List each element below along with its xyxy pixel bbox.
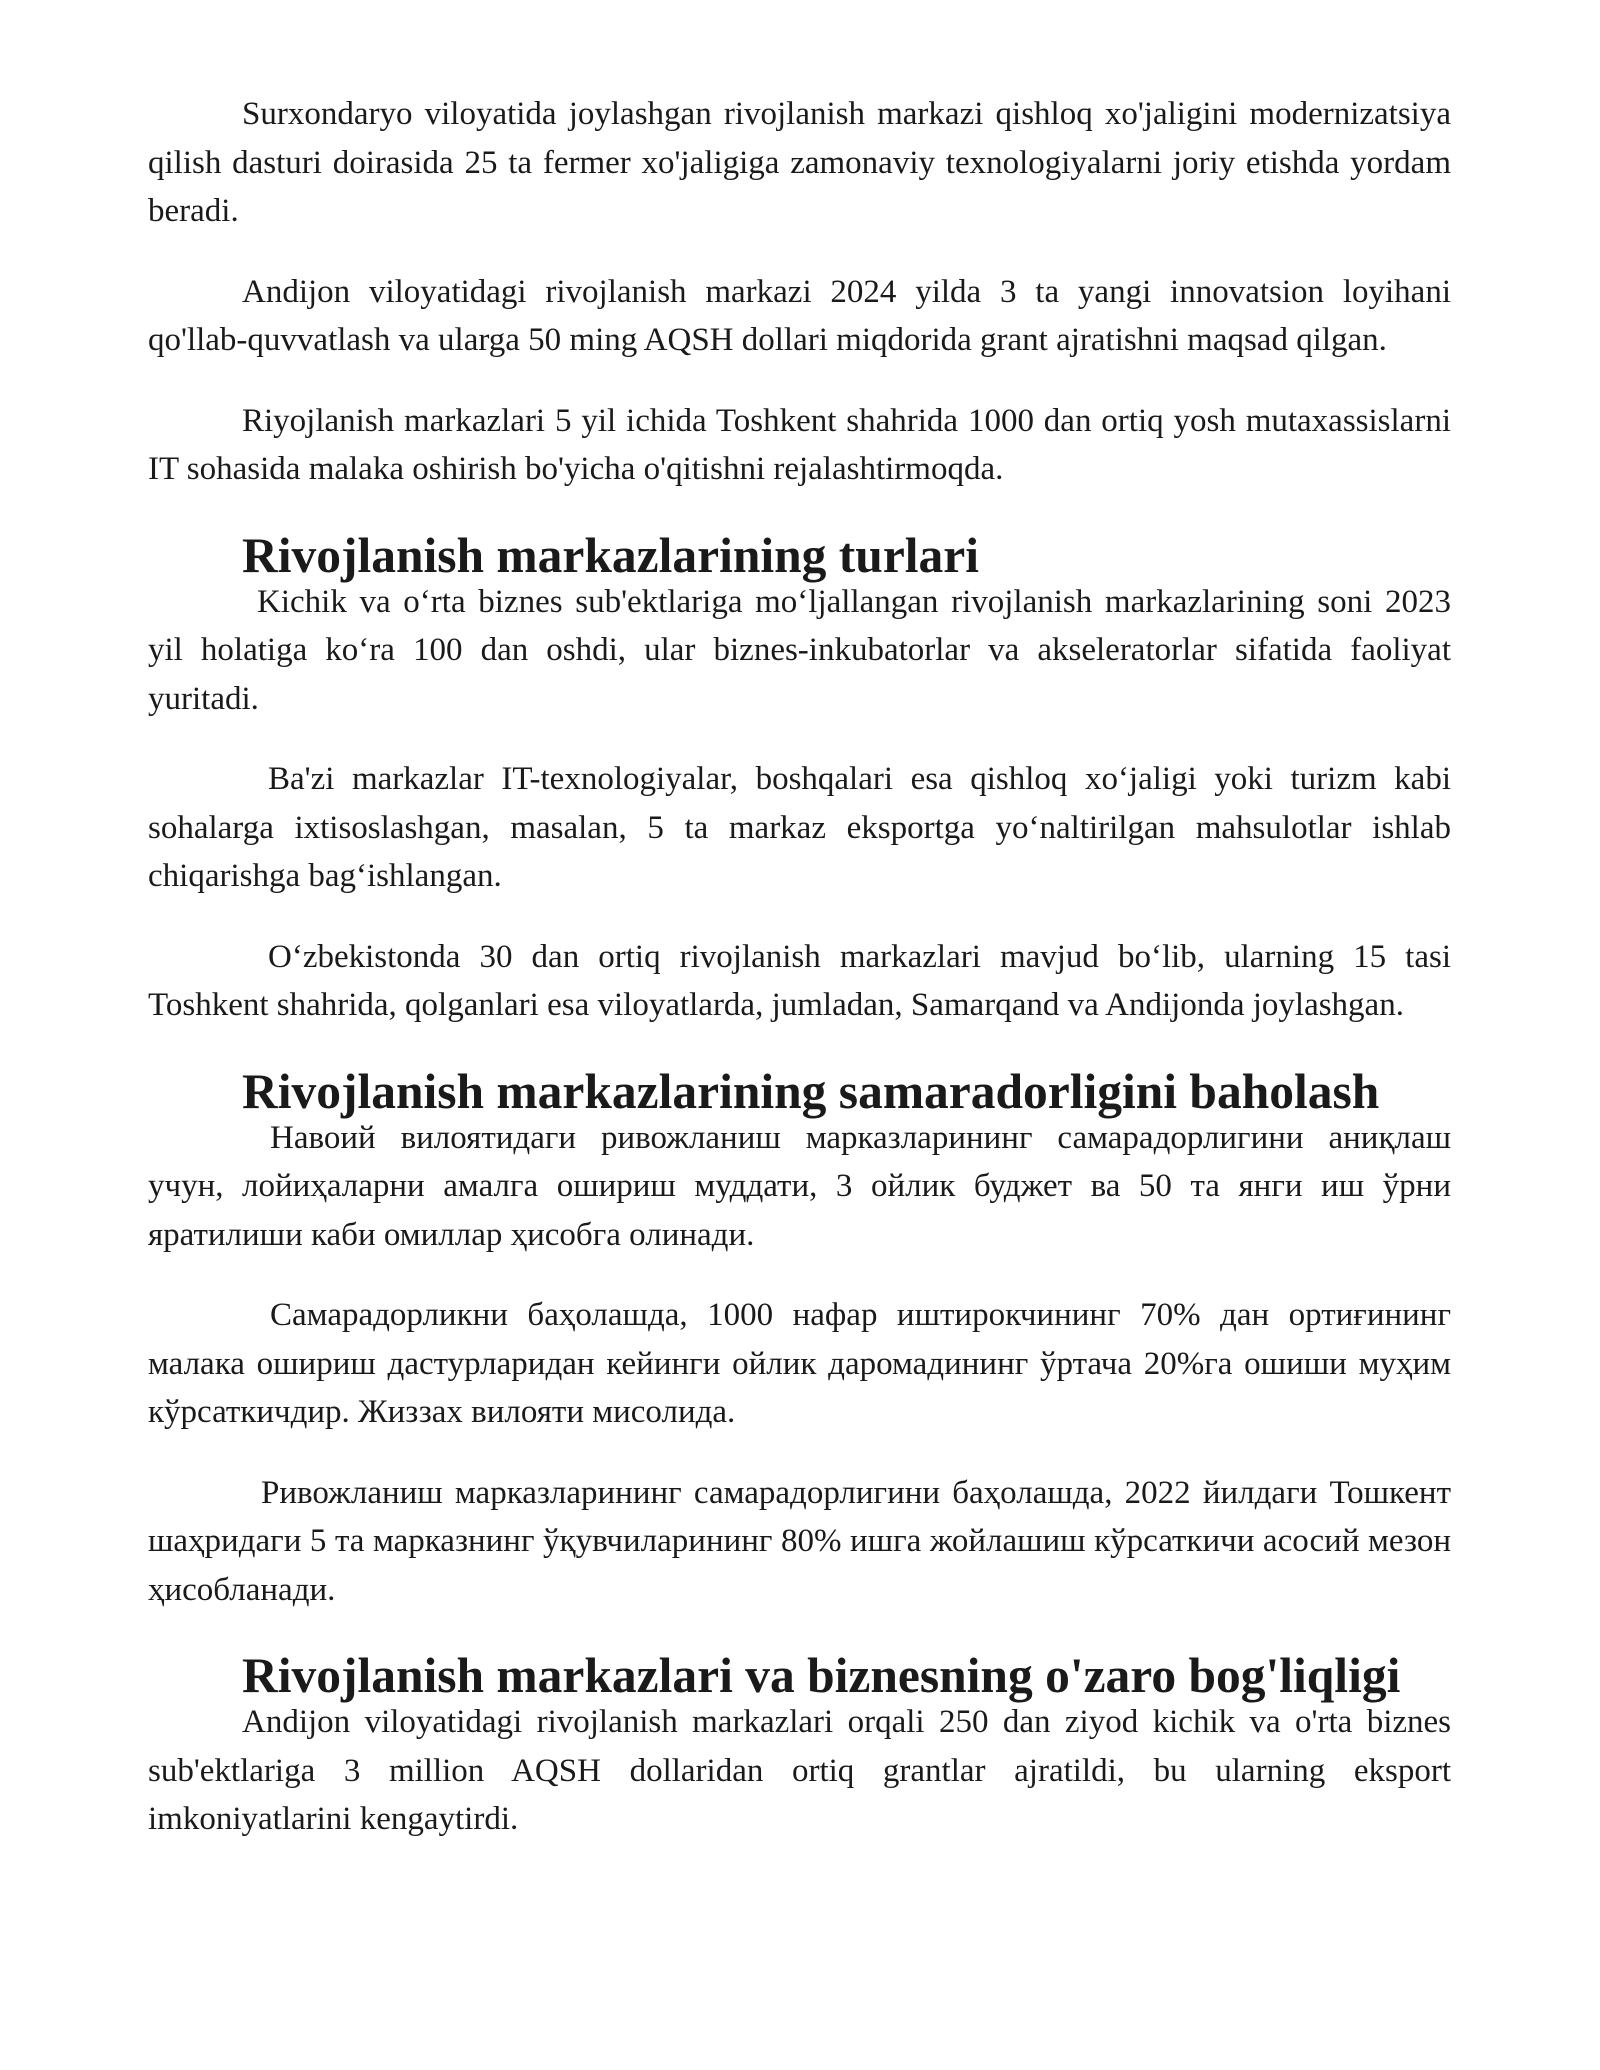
paragraph-toshkent-it: Riyojlanish markazlari 5 yil ichida Toshkent shahrida 1000 dan ortiq yosh mutaxassislarni IT sohasida malaka oshirish bo'yicha o'qitishni rejalashtirmoqda.	[148, 402, 1451, 487]
paragraph-tashkent-2022: Ривожланиш марказларининг самарадорлигини баҳолашда, 2022 йилдаги Тошкент шаҳридаги 5 та марказнинг ўқувчиларининг 80% ишга жойлашиш кўрсаткичи асосий мезон ҳисобланади.	[148, 1474, 1451, 1608]
paragraph-surxondaryo: Surxondaryo viloyatida joylashgan rivojlanish markazi qishloq xo'jaligini modernizatsiya qilish dasturi doirasida 25 ta fermer xo'jaligiga zamonaviy texnologiyalarni joriy etishda yordam beradi.	[148, 96, 1451, 229]
paragraph-small-business: Kichik va o‘rta biznes sub'ektlariga mo‘ljallangan rivojlanish markazlarining soni 2023 yil holatiga ko‘ra 100 dan oshdi, ular biznes-inkubatorlar va akseleratorlar sifatida faoliyat yuritadi.	[148, 583, 1451, 717]
paragraph-uzbekistan-centers: O‘zbekistonda 30 dan ortiq rivojlanish markazlari mavjud bo‘lib, ularning 15 tasi Toshkent shahrida, qolganlari esa viloyatlarda, jumladan, Samarqand va Andijonda joylashgan.	[148, 938, 1451, 1023]
paragraph-andijon-grant: Andijon viloyatidagi rivojlanish markazi 2024 yilda 3 ta yangi innovatsion loyihani qo'llab-quvvatlash va ularga 50 ming AQSH dollari miqdorida grant ajratishni maqsad qilgan.	[148, 273, 1451, 358]
document-page	[148, 90, 1451, 1844]
heading-types: Rivojlanish markazlarining turlari	[242, 527, 980, 583]
paragraph-andijon-business: Andijon viloyatidagi rivojlanish markazlari orqali 250 dan ziyod kichik va o'rta biznes sub'ektlariga 3 million AQSH dollaridan ortiq grantlar ajratildi, bu ularning eksport imkoniyatlarini kengaytirdi.	[148, 1704, 1451, 1837]
paragraph-navoiy: Навоий вилоятидаги ривожланиш марказларининг самарадорлигини аниқлаш учун, лойиҳаларни амалга ошириш муддати, 3 ойлик буджет ва 50 та янги иш ўрни яратилиши каби омиллар ҳисобга олинади.	[148, 1119, 1451, 1253]
heading-business: Rivojlanish markazlari va biznesning o'zaro bog'liqligi	[242, 1648, 1401, 1703]
heading-evaluation: Rivojlanish markazlarining samaradorligini baholash	[242, 1063, 1380, 1119]
paragraph-jizzakh: Самарадорликни баҳолашда, 1000 нафар иштирокчининг 70% дан ортиғининг малака ошириш дастурларидан кейинги ойлик даромадининг ўртача 20%га ошиши муҳим кўрсаткичдир. Жиззах вилояти мисолида.	[148, 1297, 1451, 1430]
paragraph-specialization: Ba'zi markazlar IT-texnologiyalar, boshqalari esa qishloq xo‘jaligi yoki turizm kabi sohalarga ixtisoslashgan, masalan, 5 ta markaz eksportga yo‘naltirilgan mahsulotlar ishlab chiqarishga bag‘ishlangan.	[148, 761, 1451, 894]
